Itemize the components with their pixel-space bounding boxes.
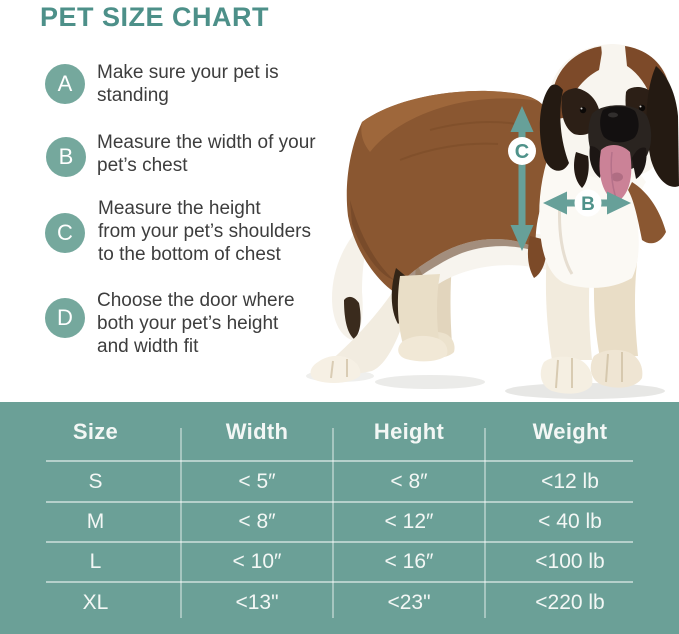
table-row-xl	[0, 582, 679, 624]
eye-left	[580, 107, 586, 113]
row-divider	[46, 460, 633, 462]
step-c-line-1: Measure the height	[98, 198, 261, 219]
width-arrow-label: B	[581, 194, 595, 215]
step-c-letter: C	[57, 220, 73, 245]
row-divider	[46, 581, 633, 583]
step-d-line-3: and width fit	[97, 336, 199, 357]
cell-weight: <100 lb	[535, 550, 605, 573]
cell-size: XL	[82, 591, 109, 614]
step-b-badge	[46, 137, 86, 177]
column-header-size: Size	[72, 418, 119, 444]
step-b-line-1: Measure the width of your	[97, 132, 316, 153]
cell-width: < 8″	[238, 510, 276, 533]
cell-height: < 16″	[384, 550, 434, 573]
cell-size: S	[88, 469, 103, 493]
nose	[600, 106, 639, 142]
step-d-line-2: both your pet’s height	[97, 313, 279, 334]
step-c-line-2: from your pet’s shoulders	[98, 221, 311, 242]
cell-height: < 8″	[390, 469, 428, 493]
row-divider	[46, 501, 633, 503]
cell-weight: < 40 lb	[538, 510, 602, 533]
table-row-s	[0, 461, 679, 502]
size-table	[0, 402, 679, 634]
step-c-badge	[45, 213, 85, 253]
cell-height: < 12″	[384, 510, 434, 533]
cell-size: L	[89, 550, 102, 573]
step-a-badge	[45, 64, 85, 104]
row-divider	[46, 541, 633, 543]
cell-height: <23"	[387, 591, 431, 614]
table-header-row	[0, 402, 679, 461]
column-divider	[180, 428, 182, 618]
cell-weight: <220 lb	[535, 591, 605, 614]
dog-illustration	[280, 40, 679, 402]
page-title: PET SIZE CHART	[40, 2, 270, 32]
step-d-text	[97, 289, 295, 358]
step-c-line-3: to the bottom of chest	[98, 244, 281, 265]
table-row-l	[0, 542, 679, 582]
cell-width: < 10″	[232, 550, 282, 573]
cell-width: < 5″	[238, 469, 276, 493]
step-a-line-1: Make sure your pet is	[97, 62, 279, 83]
step-a-text	[97, 61, 279, 107]
cell-size: M	[86, 510, 105, 533]
step-d-badge	[45, 298, 85, 338]
column-divider	[332, 428, 334, 618]
step-d-line-1: Choose the door where	[97, 290, 295, 311]
column-header-width: Width	[225, 418, 289, 444]
table-row-m	[0, 502, 679, 542]
step-d-letter: D	[57, 305, 73, 330]
column-header-weight: Weight	[532, 418, 608, 444]
step-b-line-2: pet’s chest	[97, 155, 188, 176]
column-header-height: Height	[373, 418, 445, 444]
column-divider	[484, 428, 486, 618]
step-b-letter: B	[58, 144, 74, 169]
cell-weight: <12 lb	[541, 469, 599, 493]
height-arrow-label: C	[514, 141, 530, 163]
step-a-letter: A	[57, 71, 73, 96]
cell-width: <13"	[235, 591, 279, 614]
step-a-line-2: standing	[97, 85, 169, 106]
